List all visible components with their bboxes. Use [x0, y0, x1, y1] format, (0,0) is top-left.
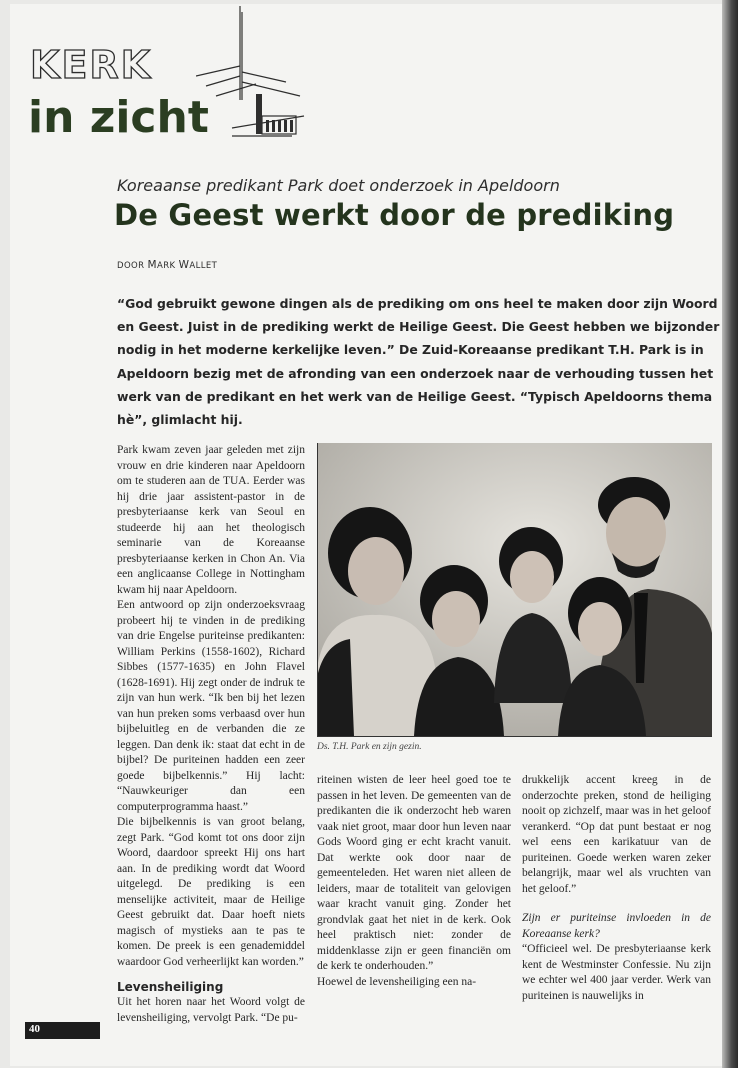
- column-2: [317, 773, 511, 990]
- byline-last-initial: W: [178, 259, 190, 271]
- article-kicker: Koreaanse predikant Park doet onderzoek in Apeldoorn: [117, 176, 560, 195]
- paragraph: Die bijbelkennis is van groot belang, zegt Park. “God komt tot ons door zijn Woord, daardoor spreekt Hij ons hart aan. In de prediking wordt dat Woord uitgelegd. De prediking is een menselijke activiteit, maar de Heilige Geest gebruikt dat. Daar hoeft niets magisch of mystieks aan te pas te komen. De preek is een genademiddel waardoor God verheerlijkt kan worden.”: [117, 816, 305, 968]
- page-edge-shadow: [722, 0, 738, 1068]
- paragraph: drukkelijk accent kreeg in de onderzochte preken, stond de heiliging nooit op zichzelf, maar was in het geloof verankerd. “Op dat punt bestaat er nog wel eens een karikatuur van de puriteinen. Goede werken waren zeker belangrijk, maar wel als vruchten van het geloof.”: [522, 774, 711, 895]
- paragraph: Een antwoord op zijn onderzoeksvraag probeert hij te vinden in de prediking van drie Engelse puriteinse predikanten: William Perkins (1558-1602), Richard Sibbes (1577-1635) en John Flavel (1628-1691). Hij zegt onder de indruk te zijn van hun werk. “Ik ben bij het lezen van hun preken soms verbaasd over hun bijbeluitleg en de verbanden die ze leggen. Dan denk ik: staat dat echt in de bijbel? De puriteinen hadden een zeer goede bijbelkennis.” Hij lacht: “Nauwkeuriger dan een computerprogramma haast.”: [117, 599, 305, 813]
- subheading: Levensheiliging: [117, 980, 224, 994]
- photo-caption: Ds. T.H. Park en zijn gezin.: [317, 742, 422, 752]
- church-icon: [196, 4, 308, 140]
- interview-question: Zijn er puriteinse invloeden in de Koreaanse kerk?: [522, 912, 711, 940]
- article-byline: [117, 259, 217, 271]
- paragraph: “Officieel wel. De presbyteriaanse kerk kent de Westminster Confessie. Nu zijn we echter wel 400 jaar verder. Werk van puriteinen is nauwelijks in: [522, 943, 711, 1002]
- column-3: [522, 773, 711, 1004]
- logo-kerk: KERK: [30, 43, 153, 87]
- byline-first-initial: M: [147, 259, 158, 271]
- paragraph: riteinen wisten de leer heel goed toe te passen in het leven. De gemeenten van de predikanten die ik onderzocht heb waren vaak niet groot, maar door hun leven naar Gods Woord ging er echt kracht vanuit. Dat werkte ook door naar de gemeenteleden. Het waren niet alleen de leiders, maar de totaliteit van gelovigen waar kracht vanuit ging. Zonder het grondvlak gaat het niet in de kerk. Ook heel praktisch niet: zonder de middenklasse zijn er geen financiën om de kerk te onderhouden.”: [317, 774, 511, 972]
- byline-last-rest: ALLET: [189, 261, 218, 271]
- family-photo: [317, 443, 712, 737]
- paragraph: Park kwam zeven jaar geleden met zijn vrouw en drie kinderen naar Apeldoorn om te studeren aan de TUA. Eerder was hij drie jaar assistent-pastor in de presbyteriaanse kerk van Seoul en studeerde hij aan het theologisch seminarie van de Koreaanse presbyteriaanse kerken in Chon An. Via een anglicaanse College in Nottingham kwam hij naar Apeldoorn.: [117, 444, 305, 596]
- family-photo-image: [318, 443, 712, 736]
- byline-first-rest: ARK: [157, 261, 176, 271]
- byline-by: DOOR: [117, 261, 145, 271]
- paragraph: Hoewel de levensheiliging een na-: [317, 975, 477, 988]
- article-headline: De Geest werkt door de prediking: [114, 198, 675, 232]
- article-intro: “God gebruikt gewone dingen als de prediking om ons heel te maken door zijn Woord en Geest. Juist in de prediking werkt de Heilige Geest. Die Geest hebben we bijzonder nodig in het moderne kerkelijke leven.” De Zuid-Koreaanse predikant T.H. Park is in Apeldoorn bezig met de afronding van een onderzoek naar de verhouding tussen het werk van de predikant en het werk van de Heilige Geest. “Typisch Apeldoorns thema hè”, glimlacht hij.: [117, 296, 720, 428]
- logo-in-zicht: in zicht: [28, 92, 209, 143]
- paragraph: Uit het horen naar het Woord volgt de levensheiliging, vervolgt Park. “De pu-: [117, 996, 305, 1024]
- column-1: [117, 443, 305, 1026]
- page-number-bar: [25, 1022, 100, 1039]
- page-number: 40: [29, 1023, 40, 1035]
